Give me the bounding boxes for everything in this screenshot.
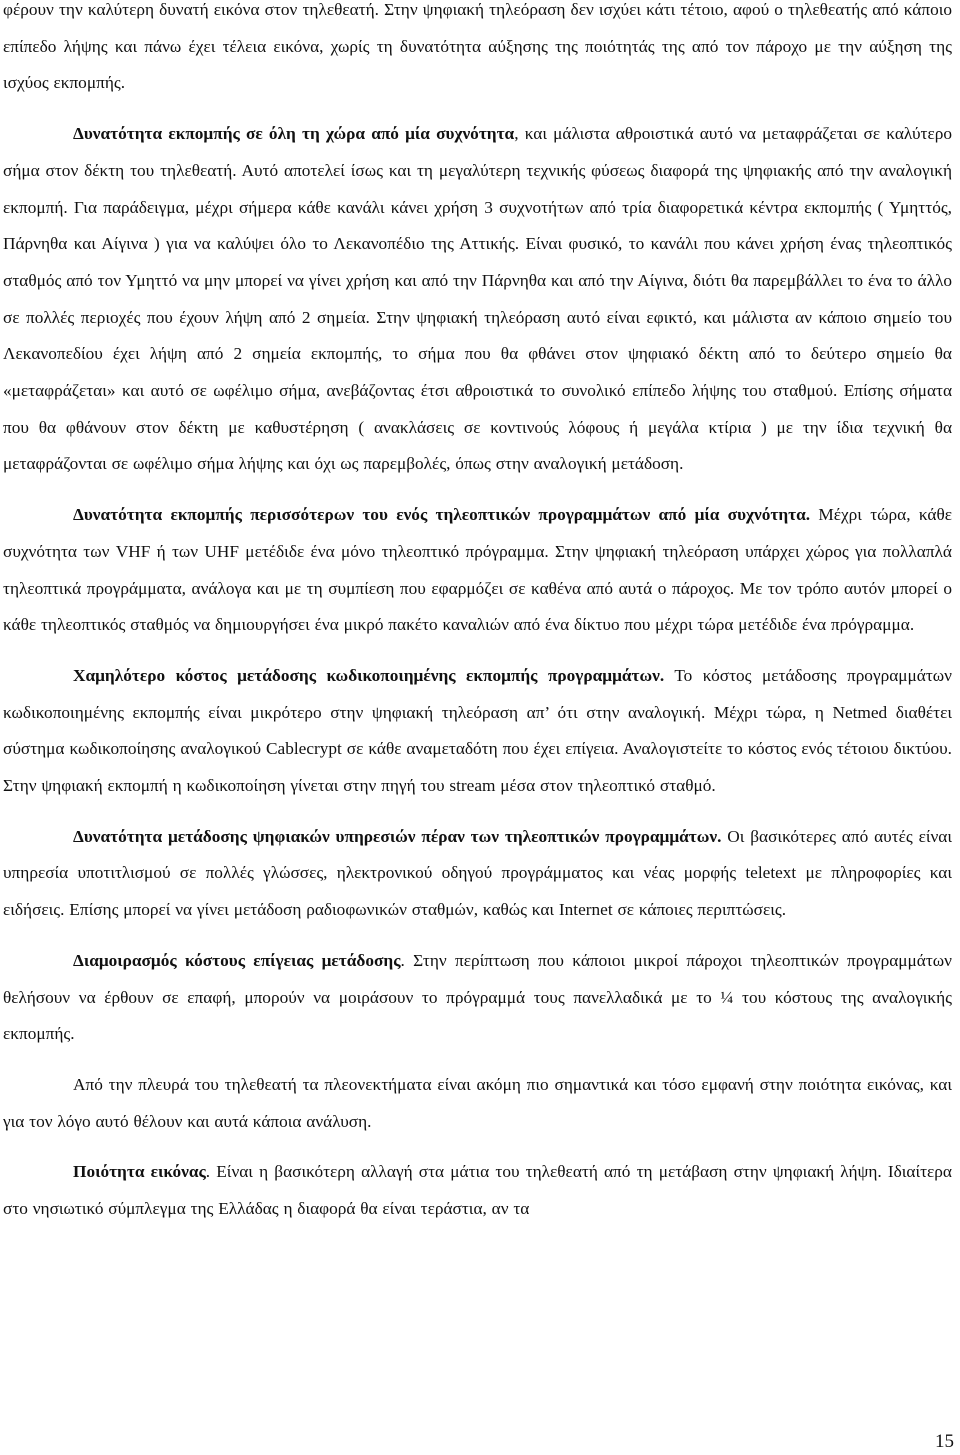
paragraph-text: , και μάλιστα αθροιστικά αυτό να μεταφράζεται σε καλύτερο σήμα στον δέκτη του τηλεθεατή. Αυτό αποτελεί ίσως και τη μεγαλύτερη τεχνικής φύσεως διαφορά της ψηφιακής από την αναλογική εκπομπή. Για παράδειγμα, μέχρι σήμερα κάθε κανάλι κάνει χρήση 3 συχνοτήτων από τρία διαφορετικά κέντρα εκπομπής ( Υμηττός, Πάρνηθα και Αίγινα ) για να καλύψει όλο το Λεκανοπέδιο της Αττικής. Είναι φυσικό, το κανάλι που κάνει χρήση ένας τηλεοπτικός σταθμός από τον Υμηττό να μην μπορεί να γίνει χρήση και από την Πάρνηθα και από την Αίγινα, διότι θα παρεμβάλλει το ένα το άλλο σε πολλές περιοχές που έχουν λήψη από 2 σημεία. Στην ψηφιακή τηλεόραση αυτό είναι εφικτό, και μάλιστα αν κάποιο σημείο του Λεκανοπεδίου έχει λήψη από 2 σημεία εκπομπής, το σήμα που θα φθάνει στον ψηφιακό δέκτη από το δεύτερο σημείο θα «μεταφράζεται» και αυτό σε ωφέλιμο σήμα, ανεβάζοντας έτσι αθροιστικά το συνολικό επίπεδο λήψης του σταθμού. Επίσης σήματα που θα φθάνουν στον δέκτη με καθυστέρηση ( ανακλάσεις σε κοντινούς λόφους ή μεγάλα κτίρια ) με την ίδια τεχνική θα μεταφράζονται σε ωφέλιμο σήμα λήψης και όχι ως παρεμβολές, όπως στην αναλογική μετάδοση. <box>3 124 952 474</box>
paragraph-lead-bold: Δυνατότητα εκπομπής σε όλη τη χώρα από μία συχνότητα <box>73 124 515 144</box>
paragraph-text: φέρουν την καλύτερη δυνατή εικόνα στον τηλεθεατή. Στην ψηφιακή τηλεόραση δεν ισχύει κάτι τέτοιο, αφού ο τηλεθεατής από κάποιο επίπεδο λήψης και πάνω έχει τέλεια εικόνα, χωρίς τη δυνατότητα αύξησης της ποιότητάς της από τον πάροχο με την αύξηση της ισχύος εκπομπής. <box>3 0 952 93</box>
paragraph-gap <box>3 102 952 116</box>
paragraph-text: Το κόστος μετάδοσης προγραμμάτων κωδικοποιημένης εκπομπής είναι μικρότερο στην ψηφιακή τηλεόραση απ’ ότι στην αναλογική. Μέχρι τώρα, η Netmed διαθέτει σύστημα κωδικοποίησης αναλογικού Cablecrypt σε κάθε αναμεταδότη που έχει επίγεια. Αναλογιστείτε το κόστος ενός τέτοιου δικτύου. Στην ψηφιακή εκπομπή η κωδικοποίηση γίνεται στην πηγή του stream μέσα στον τηλεοπτικό σταθμό. <box>3 665 952 796</box>
paragraph-gap <box>3 644 952 658</box>
paragraph-text: . Είναι η βασικότερη αλλαγή στα μάτια του τηλεθεατή από τη μετάβαση στην ψηφιακή λήψη. Ιδιαίτερα στο νησιωτικό σύμπλεγμα της Ελλάδας η διαφορά θα είναι τεράστια, αν τα <box>3 1162 952 1219</box>
paragraph-text: . Στην περίπτωση που κάποιοι μικροί πάροχοι τηλεοπτικών προγραμμάτων θελήσουν να έρθουν σε επαφή, μπορούν να μοιράσουν το πρόγραμμά τους πανελλαδικά με το ¼ του κόστους της αναλογικής εκπομπής. <box>3 950 952 1044</box>
page-number: 15 <box>935 1431 954 1452</box>
paragraph-gap <box>3 1140 952 1154</box>
paragraph-4 <box>3 658 952 805</box>
paragraph-lead-bold: Δυνατότητα εκπομπής περισσότερων του ενός τηλεοπτικών προγραμμάτων από μία συχνότητα. <box>73 505 811 525</box>
paragraph-gap <box>3 929 952 943</box>
paragraph-1 <box>3 0 952 102</box>
paragraph-text: Μέχρι τώρα, κάθε συχνότητα των VHF ή των UHF μετέδιδε ένα μόνο τηλεοπτικό πρόγραμμα. Στην ψηφιακή τηλεόραση υπάρχει χώρος για πολλαπλά τηλεοπτικά προγράμματα, ανάλογα και με τη συμπίεση που εφαρμόζει σε καθένα από αυτά ο πάροχος. Με τον τρόπο αυτόν μπορεί ο κάθε τηλεοπτικός σταθμός να δημιουργήσει ένα μικρό πακέτο καναλιών από ένα δίκτυο που μέχρι τώρα μετέδιδε ένα πρόγραμμα. <box>3 505 952 635</box>
paragraph-gap <box>3 805 952 819</box>
paragraph-7 <box>3 1067 952 1140</box>
paragraph-gap <box>3 483 952 497</box>
paragraph-lead-bold: Διαμοιρασμός κόστους επίγειας μετάδοσης <box>73 950 401 970</box>
paragraph-lead-bold: Χαμηλότερο κόστος μετάδοσης κωδικοποιημένης εκπομπής προγραμμάτων. <box>73 665 665 685</box>
paragraph-text: Οι βασικότερες από αυτές είναι υπηρεσία υποτιτλισμού σε πολλές γλώσσες, ηλεκτρονικού οδηγού προγράμματος και νέας μορφής teletext με πληροφορίες και ειδήσεις. Επίσης μπορεί να γίνει μετάδοση ραδιοφωνικών σταθμών, καθώς και Internet σε κάποιες περιπτώσεις. <box>3 826 952 920</box>
paragraph-lead-bold: Δυνατότητα μετάδοσης ψηφιακών υπηρεσιών πέραν των τηλεοπτικών προγραμμάτων. <box>73 826 722 846</box>
paragraph-gap <box>3 1053 952 1067</box>
paragraph-text: Από την πλευρά του τηλεθεατή τα πλεονεκτήματα είναι ακόμη πιο σημαντικά και τόσο εμφανή στην ποιότητα εικόνας, και για τον λόγο αυτό θέλουν και αυτά κάποια ανάλυση. <box>3 1074 952 1131</box>
paragraph-3 <box>3 497 952 644</box>
paragraph-lead-bold: Ποιότητα εικόνας <box>73 1162 206 1182</box>
paragraph-8 <box>3 1154 952 1227</box>
paragraph-5 <box>3 819 952 929</box>
paragraph-6 <box>3 943 952 1053</box>
paragraph-2 <box>3 116 952 483</box>
